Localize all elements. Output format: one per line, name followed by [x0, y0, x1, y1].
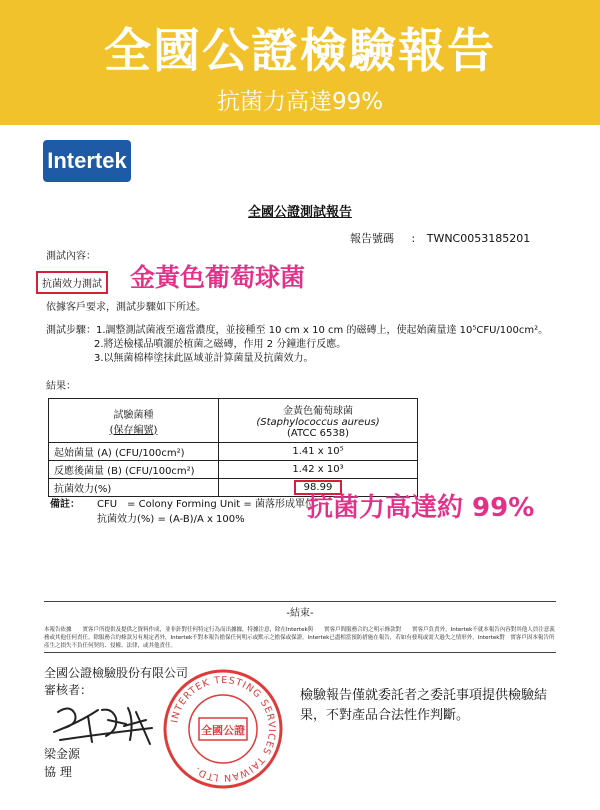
banner-subtitle: 抗菌力高達99%	[216, 89, 384, 115]
test-item-box: 抗菌效力測試	[36, 271, 108, 294]
company-seal	[161, 667, 285, 791]
table-header-left: 試驗菌種 (保存編號)	[49, 399, 219, 443]
banner-title: 全國公證檢驗報告	[104, 24, 496, 79]
report-number-value: TWNC0053185201	[426, 232, 531, 245]
step-3: 3.以無菌棉棒塗抹此區域並計算菌量及抗菌效力。	[94, 353, 314, 364]
reviewer-label: 審核者：	[44, 683, 93, 697]
row-label: 反應後菌量 (B) (CFU/100cm²)	[49, 461, 219, 479]
results-table	[48, 398, 418, 497]
table-row	[49, 443, 418, 461]
bacteria-highlight: 金黃色葡萄球菌	[130, 263, 306, 292]
report-number-label: 報告號碼	[350, 232, 394, 245]
steps-label: 測試步驟：	[46, 325, 96, 336]
table-header-right: 金黃色葡萄球菌 (Staphylococcus aureus) (ATCC 6538)	[219, 399, 418, 443]
divider	[44, 601, 556, 602]
row-value: 1.41 x 10⁵	[219, 443, 418, 461]
signer-name: 梁金源	[44, 747, 81, 761]
header-banner	[0, 0, 600, 125]
svg-text:全國公證: 全國公證	[201, 724, 245, 737]
efficacy-value: 98.99	[294, 480, 343, 495]
test-steps	[46, 324, 548, 366]
table-row	[49, 461, 418, 479]
test-content-label: 測試內容：	[46, 251, 96, 262]
table-header-row	[49, 399, 418, 443]
efficacy-highlight: 抗菌力高達約 99%	[307, 493, 535, 523]
company-name: 全國公證檢驗股份有限公司	[44, 666, 189, 680]
notes-line-2: 抗菌效力(%) = (A-B)/A x 100%	[97, 514, 245, 525]
step-1: 1.調整測試菌液至適當濃度，並接種至 10 cm x 10 cm 的磁磚上，使起始菌量達 10⁵CFU/100cm²。	[96, 325, 549, 336]
divider	[44, 652, 556, 653]
signer-title: 協 理	[44, 765, 72, 779]
report-number-row	[350, 230, 530, 246]
request-text: 依據客戶要求，測試步驟如下所述。	[46, 302, 206, 313]
notes-label: 備註：	[50, 499, 80, 510]
row-label: 抗菌效力(%)	[49, 479, 219, 497]
disclaimer-note: 檢驗報告僅就委託者之委託事項提供檢驗結果，不對產品合法性作判斷。	[300, 688, 548, 723]
signature-scribble	[40, 700, 170, 750]
notes-line-1: CFU = Colony Forming Unit = 菌落形成單位	[97, 499, 315, 510]
intertek-logo: Intertek	[43, 140, 131, 182]
svg-text:INTERTEK TESTING SERVICES TAIW: INTERTEK TESTING SERVICES TAIWAN LTD.	[169, 674, 278, 784]
report-number-sep: :	[411, 232, 416, 245]
row-value: 1.42 x 10³	[219, 461, 418, 479]
end-marker: -結束-	[286, 608, 314, 619]
row-label: 起始菌量 (A) (CFU/100cm²)	[49, 443, 219, 461]
document-title: 全國公證測試報告	[247, 205, 352, 220]
step-2: 2.將送檢樣品噴灑於植菌之磁磚，作用 2 分鐘進行反應。	[94, 339, 347, 350]
disclaimer-text: 本報告依據 實客戶所提供及提供之資料作成，並非針對任何特定行為而出據據，特據注意，除在Intertek與 實客戶間服務合約之明示條款對 實客戶負責外，Intertek不就本報告內容對其他人員注意義務或其他任何責任。除服務合約條款另有規定者外，Intertek不對本報告擔保任何明示或默示之擔保或保證。Intertek已盡相當預防措施在報告，若如有發現或需大過失之情形外，Intertek對 實客戶因本報告所產生之損失不負任何契約、侵權、法律，或其他責任。	[44, 627, 555, 649]
results-label: 結果：	[46, 381, 76, 392]
